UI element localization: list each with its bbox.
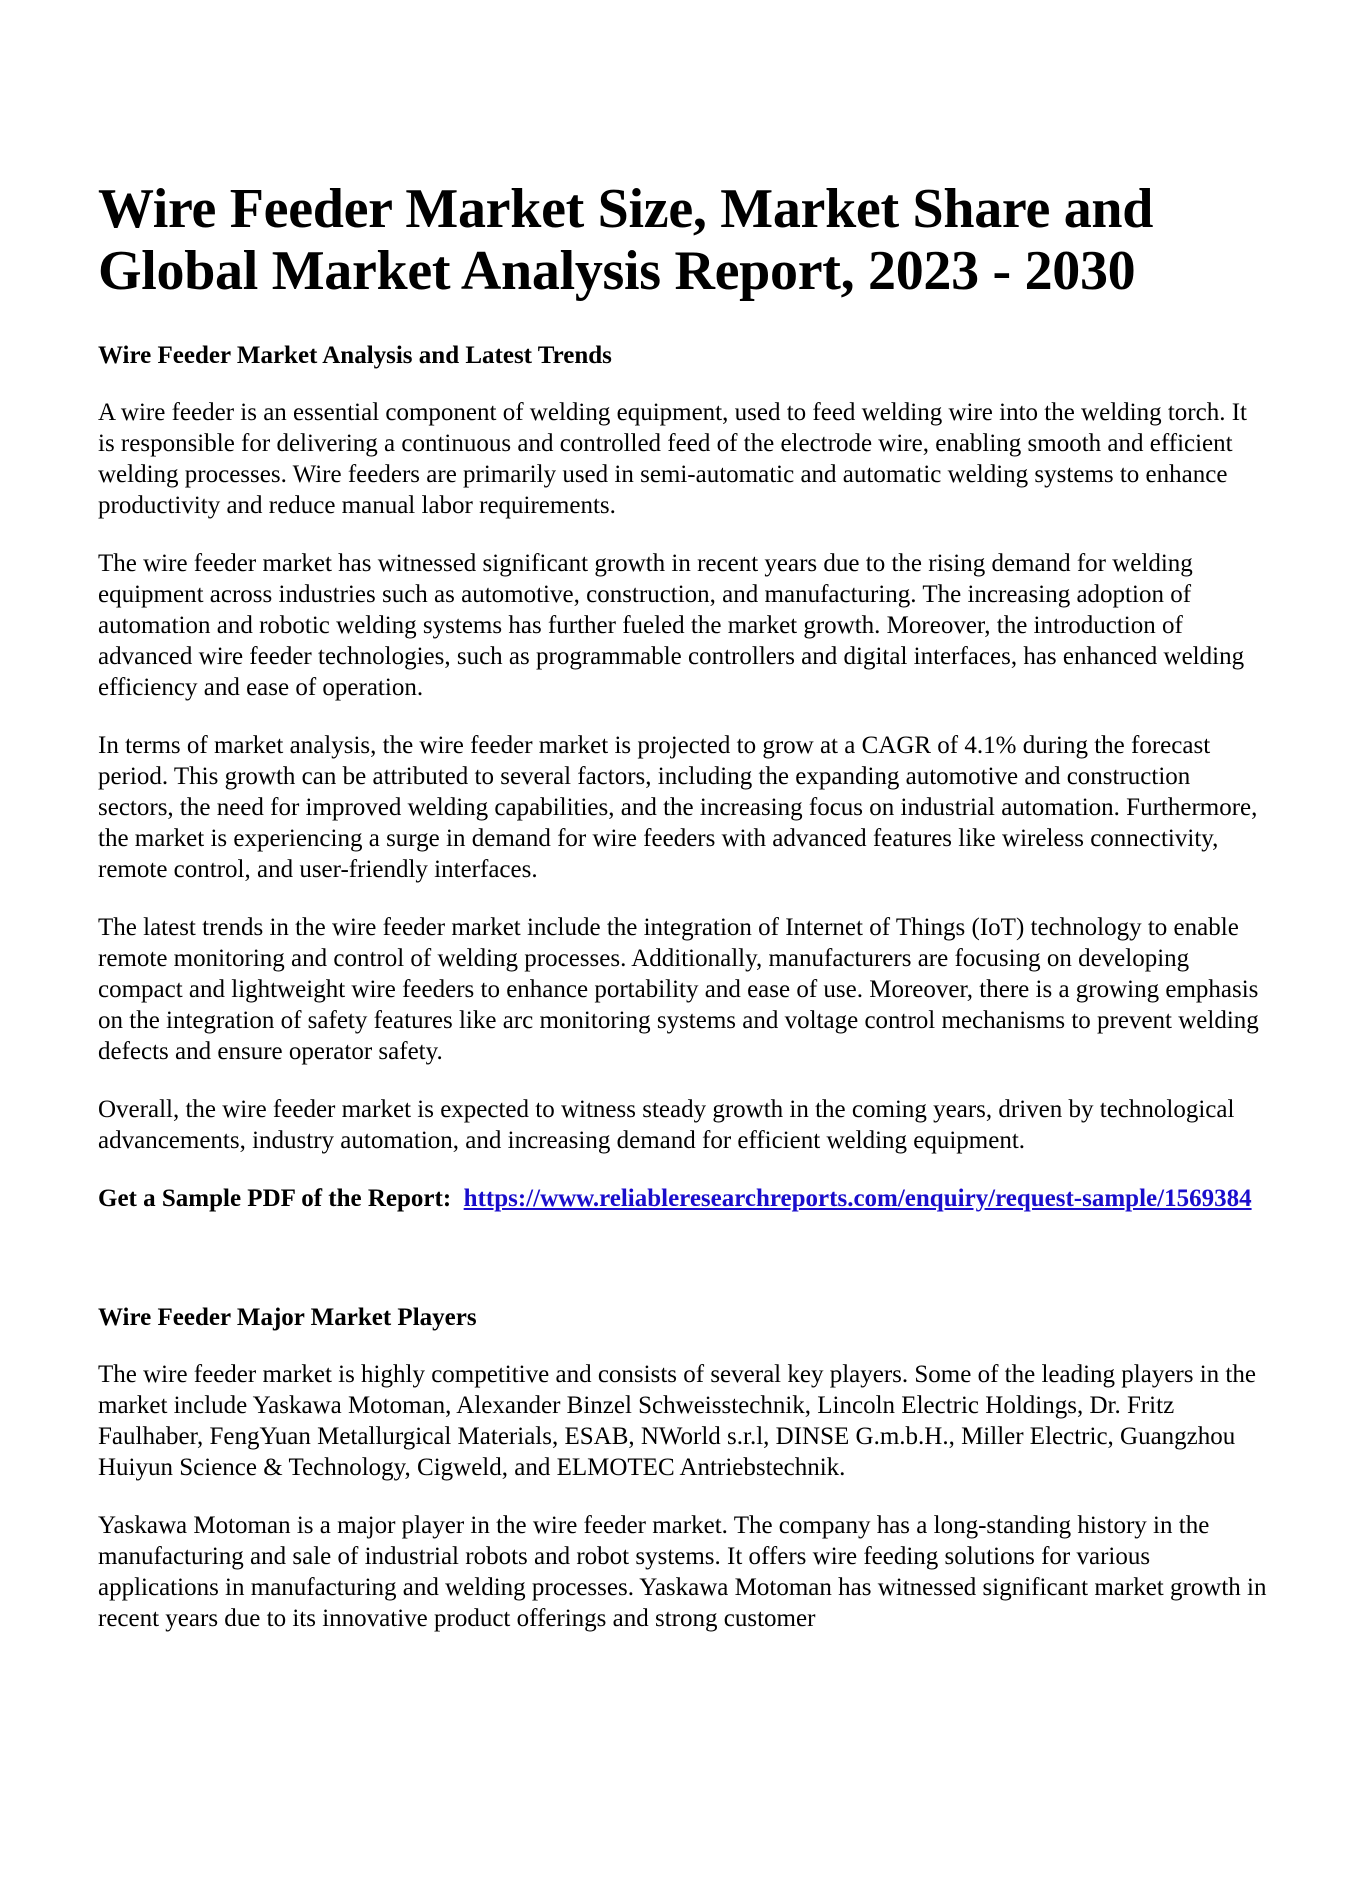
paragraph: In terms of market analysis, the wire feeder market is projected to grow at a CAGR of 4.1% during the forecast period. This growth can be attributed to several factors, including the expanding automotive and construction sectors, the need for improved welding capabilities, and the increasing focus on industrial automation. Furthermore, the market is experiencing a surge in demand for wire feeders with advanced features like wireless connectivity, remote control, and user-friendly interfaces.	[98, 732, 1258, 883]
document-page	[98, 178, 1268, 1634]
paragraph: Yaskawa Motoman is a major player in the wire feeder market. The company has a long-standing history in the manufacturing and sale of industrial robots and robot systems. It offers wire feeding solutions for various applications in manufacturing and welding processes. Yaskawa Motoman has witnessed significant market growth in recent years due to its innovative product offerings and strong customer	[98, 1512, 1267, 1632]
paragraph: A wire feeder is an essential component of welding equipment, used to feed welding wire into the welding torch. It is responsible for delivering a continuous and controlled feed of the electrode wire, enabling smooth and efficient welding processes. Wire feeders are primarily used in semi-automatic and automatic welding systems to enhance productivity and reduce manual labor requirements.	[98, 399, 1247, 519]
sample-pdf-label: Get a Sample PDF of the Report:	[98, 1185, 452, 1212]
paragraph: The latest trends in the wire feeder market include the integration of Internet of Things (IoT) technology to enable remote monitoring and control of welding processes. Additionally, manufacturers are focusing on developing compact and lightweight wire feeders to enhance portability and ease of use. Moreover, there is a growing emphasis on the integration of safety features like arc monitoring systems and voltage control mechanisms to prevent welding defects and ensure operator safety.	[98, 914, 1259, 1065]
sample-pdf-line	[98, 1183, 1268, 1214]
section-heading-players: Wire Feeder Major Market Players	[98, 1304, 477, 1331]
paragraph: The wire feeder market has witnessed significant growth in recent years due to the rising demand for welding equipment across industries such as automotive, construction, and manufacturing. The increasing adoption of automation and robotic welding systems has further fueled the market growth. Moreover, the introduction of advanced wire feeder technologies, such as programmable controllers and digital interfaces, has enhanced welding efficiency and ease of operation.	[98, 550, 1245, 701]
paragraph: The wire feeder market is highly competitive and consists of several key players. Some of the leading players in the market include Yaskawa Motoman, Alexander Binzel Schweisstechnik, Lincoln Electric Holdings, Dr. Fritz Faulhaber, FengYuan Metallurgical Materials, ESAB, NWorld s.r.l, DINSE G.m.b.H., Miller Electric, Guangzhou Huiyun Science & Technology, Cigweld, and ELMOTEC Antriebstechnik.	[98, 1361, 1256, 1481]
page-title: Wire Feeder Market Size, Market Share and Global Market Analysis Report, 2023 - 2030	[98, 178, 1154, 302]
section-heading-analysis: Wire Feeder Market Analysis and Latest Trends	[98, 342, 612, 369]
sample-pdf-link[interactable]: https://www.reliableresearchreports.com/enquiry/request-sample/1569384	[463, 1185, 1252, 1212]
paragraph: Overall, the wire feeder market is expected to witness steady growth in the coming years, driven by technological advancements, industry automation, and increasing demand for efficient welding equipment.	[98, 1096, 1235, 1154]
